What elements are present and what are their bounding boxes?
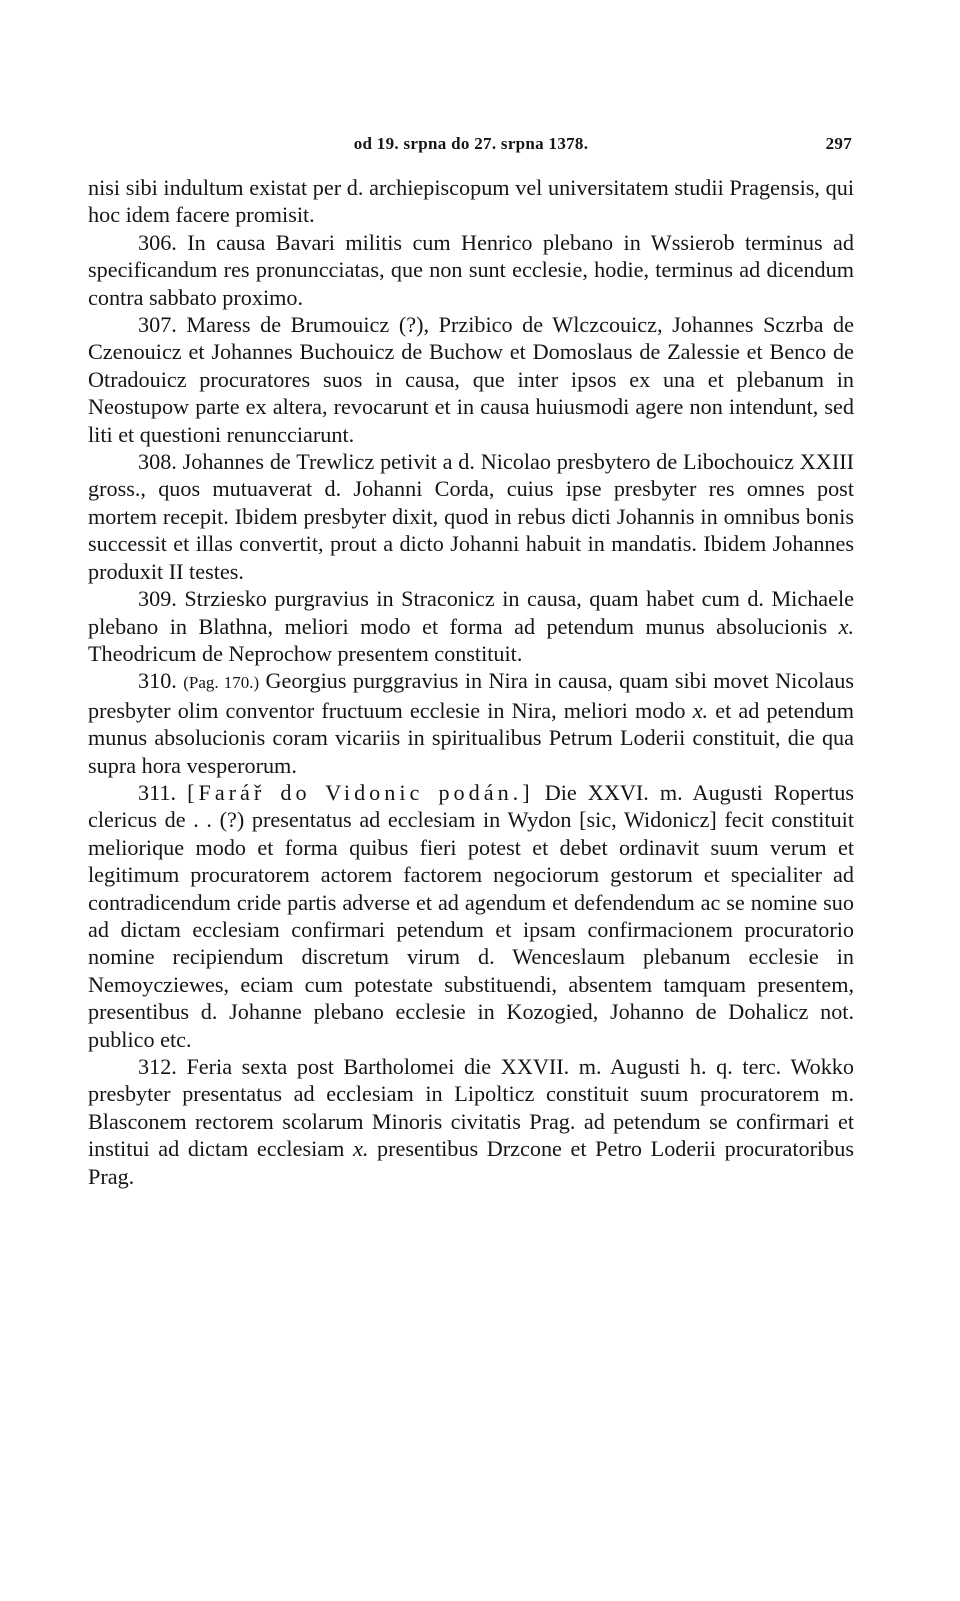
entry-text: 312. Feria sexta post Bartholomei die XXVII. m. Augusti h. q. terc. Wokko presbyter presentatus ad ecclesiam in Lipolticz constituit suum procuratorem m. Blasconem rectorem scolarum Minoris civitatis Prag. ad petendum se confirmari et institui ad dictam ecclesiam [88, 1054, 854, 1162]
entry-text: et ad petendum munus absolucionis coram vicariis in spiritualibus Petrum Loderii constituit, die qua supra hora vesperorum. [88, 697, 854, 778]
entry-number: 310. [138, 668, 177, 694]
entry-308: 308. Johannes de Trewlicz petivit a d. Nicolao presbytero de Libochouicz XXIII gross., quos mutuaverat d. Johanni Corda, cuius ipse presbyter res omnes post mortem recepit. Ibidem presbyter dixit, quod in rebus dicti Johannis in omnibus bonis successit et illas convertit, prout a dicto Johanni habuit in mandatis. Ibidem Johannes produxit II testes. [88, 449, 854, 584]
entry-text: Die XXVI. m. Augusti Ropertus clericus de . . (?) presentatus ad ecclesiam in Wydon [sic, Widonicz] fecit constituit meliorique modo et forma quibus fieri potest et debet ordinavit suum verum et legitimum procuratorem actorem factorem negociorum gestorum et specialiter ad contradicendum cride partis adverse et ad agendum et defendendum ac se nomine suo ad dictam ecclesiam confirmari petendum et ipsam confirmacionem procuratorio nomine recipiendum discretum virum d. Wenceslaum plebanum ecclesie in Nemoycziewes, eciam cum potestate substituendi, absentem tamquam presentem, presentibus d. Johanne plebano ecclesie in Kozogied, Johanno de Dohalicz not. publico etc. [88, 779, 855, 1052]
entry-306: 306. In causa Bavari militis cum Henrico plebano in Wssierob terminus ad specificandum res pronuncciatas, que non sunt ecclesie, hodie, terminus ad dicendum contra sabbato proximo. [88, 229, 854, 310]
page-number: 297 [825, 134, 852, 153]
etc-abbreviation: x. [353, 1136, 369, 1162]
entry-text: Georgius purggravius in Nira in causa, quam sibi movet Nicolaus presbyter olim conventor fructuum ecclesie in Nira, meliori modo [88, 668, 854, 723]
paragraph-continuation: nisi sibi indultum existat per d. archiepiscopum vel universitatem studii Pragensis, qui hoc idem facere promisit. [88, 175, 854, 228]
rubric-note: [Farář do Vidonic podán.] [187, 779, 534, 805]
entry-312 [88, 1053, 854, 1190]
entry-text: presentibus Drzcone et Petro Loderii procuratoribus Prag. [88, 1136, 854, 1189]
body-text [88, 174, 854, 1190]
page-reference: (Pag. 170.) [183, 673, 260, 693]
etc-abbreviation: x. [838, 613, 854, 639]
running-header [88, 128, 854, 158]
etc-abbreviation: x. [692, 697, 709, 723]
running-title: od 19. srpna do 27. srpna 1378. [353, 134, 589, 153]
entry-310 [88, 667, 854, 779]
entry-309 [88, 585, 854, 667]
entry-307: 307. Maress de Brumouicz (?), Przibico de Wlczcouicz, Johannes Sczrba de Czenouicz et Johannes Buchouicz de Buchow et Domoslaus de Zalessie et Benco de Otradouicz procuratores suos in causa, que inter ipsos ex una et plebanum in Neostupow parte ex altera, revocarunt et in causa huiusmodi agere non intendunt, sed liti et questioni renuncciarunt. [88, 312, 854, 447]
document-page [88, 128, 854, 1190]
entry-text: 309. Strziesko purgravius in Straconicz in causa, quam habet cum d. Michaele plebano in Blathna, meliori modo et forma ad petendum munus absolucionis [88, 586, 854, 639]
entry-number: 311. [138, 779, 177, 805]
entry-311 [88, 779, 854, 1053]
entry-text: Theodricum de Neprochow presentem constituit. [88, 640, 523, 666]
